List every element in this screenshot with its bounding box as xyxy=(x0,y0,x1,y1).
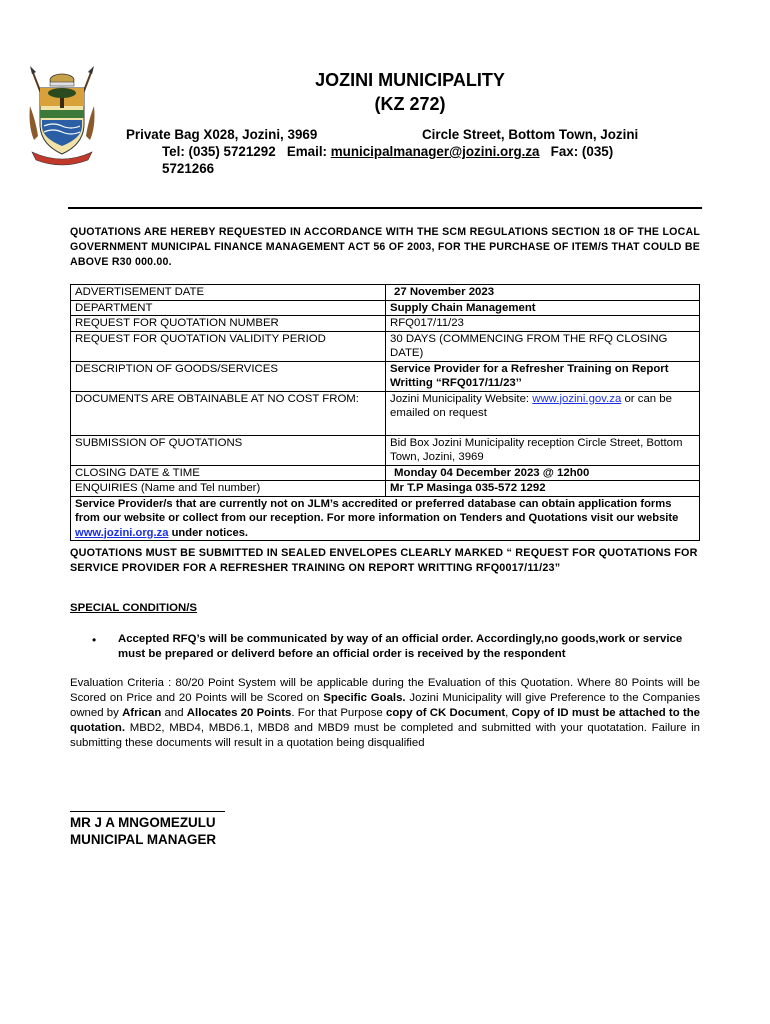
closing-label: CLOSING DATE & TIME xyxy=(71,465,386,481)
documents-suffix: or can be emailed on request xyxy=(390,392,672,419)
enquiries-label: ENQUIRIES (Name and Tel number) xyxy=(71,481,386,497)
municipality-title: JOZINI MUNICIPALITY xyxy=(315,70,505,90)
table-row xyxy=(71,300,700,316)
note-suffix: under notices. xyxy=(171,526,249,539)
table-row xyxy=(71,316,700,332)
email-label: Email: xyxy=(286,144,328,159)
table-row xyxy=(71,391,700,435)
fax-continued: 5721266 xyxy=(162,161,215,176)
header-divider xyxy=(68,207,702,209)
contact-line xyxy=(162,143,613,160)
documents-value xyxy=(386,391,700,435)
evaluation-text: and xyxy=(164,707,184,719)
description-label: DESCRIPTION OF GOODS/SERVICES xyxy=(71,361,386,391)
municipality-code: (KZ 272) xyxy=(374,94,446,114)
table-row xyxy=(71,481,700,497)
evaluation-text: MBD2, MBD4, MBD6.1, MBD8 and MBD9 must be completed and submitted with your quotatation. Failure in submitting these documents will result in a quotation being disqualified xyxy=(70,722,700,749)
special-condition-item: Accepted RFQ’s will be communicated by way of an official order. Accordingly,no goods,work or service must be prepared or deliverd before an official order is received by the respondent xyxy=(118,633,683,660)
closing-value: Monday 04 December 2023 @ 12h00 xyxy=(386,465,700,481)
documents-label: DOCUMENTS ARE OBTAINABLE AT NO COST FROM: xyxy=(71,391,386,435)
table-row xyxy=(71,465,700,481)
evaluation-bold: Specific Goals. xyxy=(323,692,406,704)
documents-prefix: Jozini Municipality Website: xyxy=(390,392,530,405)
telephone: Tel: (035) 5721292 xyxy=(162,144,276,159)
evaluation-text: Jozini Municipality will give Preference to the Companies owned by xyxy=(70,692,701,719)
rfq-number-value: RFQ017/11/23 xyxy=(386,316,700,332)
intro-paragraph: QUOTATIONS ARE HEREBY REQUESTED IN ACCORDANCE WITH THE SCM REGULATIONS SECTION 18 OF THE LOCAL GOVERNMENT MUNICIPAL FINANCE MANAGEMENT ACT 56 OF 2003, FOR THE PURCHASE OF ITEM/S THAT COULD BE ABOVE R30 000.00. xyxy=(70,226,700,268)
postal-address: Private Bag X028, Jozini, 3969 xyxy=(126,127,318,142)
table-row xyxy=(71,496,700,541)
table-row xyxy=(71,361,700,391)
submission-value: Bid Box Jozini Municipality reception Circle Street, Bottom Town, Jozini, 3969 xyxy=(386,435,700,465)
database-note xyxy=(71,496,700,541)
validity-value: 30 DAYS (COMMENCING FROM THE RFQ CLOSING DATE) xyxy=(386,331,700,361)
website-link[interactable]: www.jozini.gov.za xyxy=(532,392,622,405)
evaluation-bold: copy of CK Document xyxy=(386,707,506,719)
validity-label: REQUEST FOR QUOTATION VALIDITY PERIOD xyxy=(71,331,386,361)
table-row xyxy=(71,435,700,465)
rfq-number-label: REQUEST FOR QUOTATION NUMBER xyxy=(71,316,386,332)
note-text: Service Provider/s that are currently not on JLM’s accredited or preferred database can obtain application forms from our website or collect from our reception. For more information on Tenders and Quotations visit our website xyxy=(75,497,679,524)
evaluation-text: Evaluation Criteria : 80/20 Point System will be applicable during the Evaluation of this Quotation. Where 80 Points will be Scored on Price and 20 Points will be Scored on xyxy=(70,677,700,704)
evaluation-text: , xyxy=(505,707,509,719)
evaluation-bold: Allocates 20 Points xyxy=(186,707,292,719)
website-link-2[interactable]: www.jozini.org.za xyxy=(75,526,169,539)
signatory xyxy=(70,814,216,848)
fax: Fax: (035) xyxy=(550,144,614,159)
evaluation-text: . For that Purpose xyxy=(291,707,383,719)
street-address: Circle Street, Bottom Town, Jozini xyxy=(422,127,639,142)
signature-line xyxy=(70,811,225,812)
coat-of-arms-logo xyxy=(26,66,98,168)
table-row xyxy=(71,331,700,361)
signatory-name: MR J A MNGOMEZULU xyxy=(70,815,216,830)
ad-date-label: ADVERTISEMENT DATE xyxy=(71,285,386,301)
table-row xyxy=(71,285,700,301)
evaluation-bold: Copy of ID must be attached to the quotation. xyxy=(70,707,700,734)
bullet-icon: • xyxy=(92,633,97,647)
signatory-title: MUNICIPAL MANAGER xyxy=(70,832,217,847)
special-conditions-heading: SPECIAL CONDITION/S xyxy=(70,602,197,614)
evaluation-bold: African xyxy=(122,707,162,719)
ad-date-value: 27 November 2023 xyxy=(386,285,700,301)
email-link[interactable]: municipalmanager@jozini.org.za xyxy=(330,144,540,159)
sealed-envelope-notice: QUOTATIONS MUST BE SUBMITTED IN SEALED ENVELOPES CLEARLY MARKED “ REQUEST FOR QUOTATIONS FOR SERVICE PROVIDER FOR A REFRESHER TRAINING ON REPORT WRITTING RFQ0017/11/23” xyxy=(70,547,698,574)
description-value: Service Provider for a Refresher Training on Report Writting “RFQ017/11/23’’ xyxy=(386,361,700,391)
enquiries-value: Mr T.P Masinga 035-572 1292 xyxy=(386,481,700,497)
rfq-details-table xyxy=(70,284,700,541)
evaluation-criteria xyxy=(70,676,700,751)
department-value: Supply Chain Management xyxy=(386,300,700,316)
submission-label: SUBMISSION OF QUOTATIONS xyxy=(71,435,386,465)
department-label: DEPARTMENT xyxy=(71,300,386,316)
